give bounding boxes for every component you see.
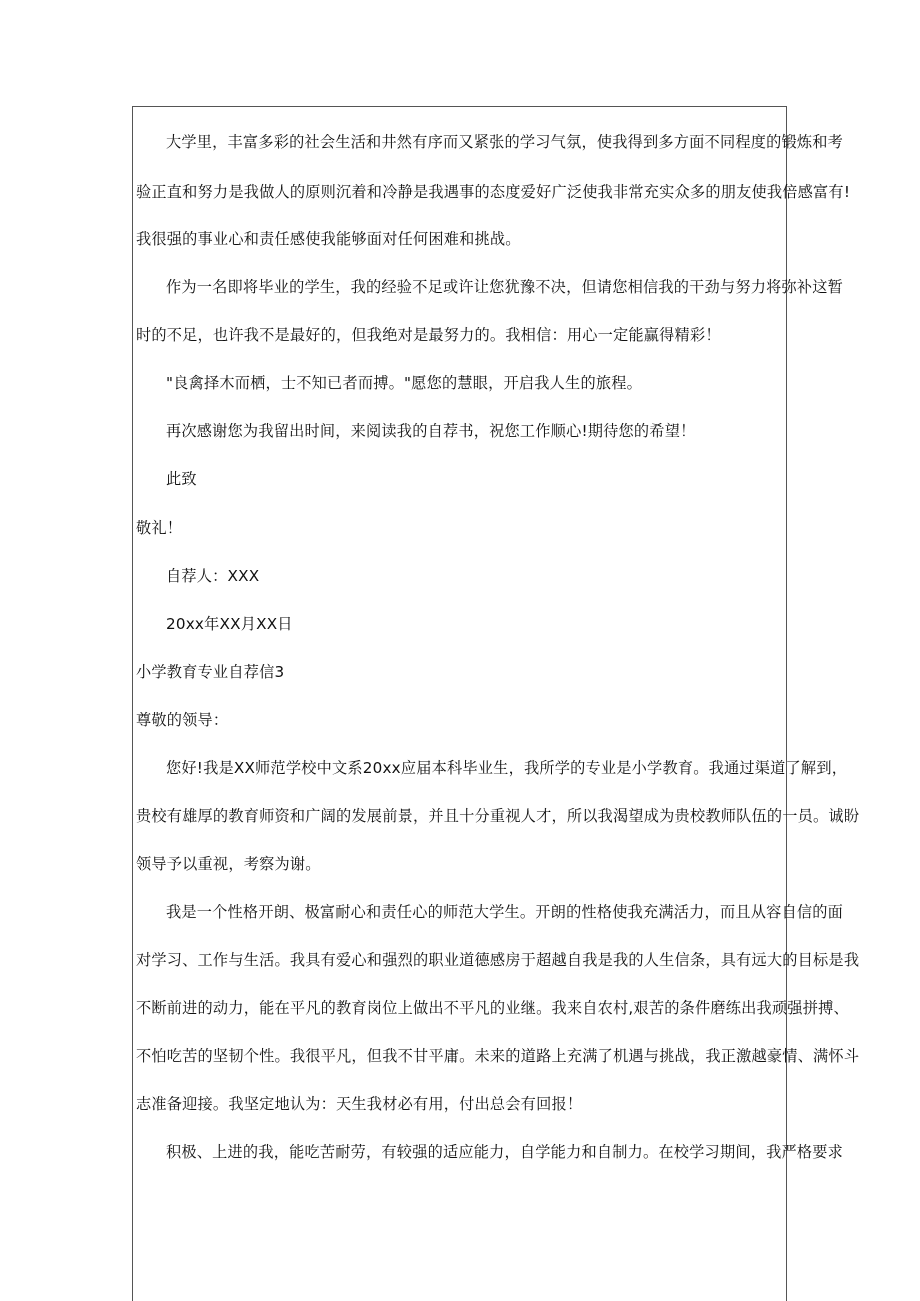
text-line: 不怕吃苦的坚韧个性。我很平凡，但我不甘平庸。未来的道路上充满了机遇与挑战，我正激越豪情、满怀斗 xyxy=(136,1047,860,1065)
text-line: 对学习、工作与生活。我具有爱心和强烈的职业道德感房于超越自我是我的人生信条，具有远大的目标是我 xyxy=(136,951,860,969)
text-line: 时的不足，也许我不是最好的，但我绝对是最努力的。我相信：用心一定能赢得精彩！ xyxy=(136,326,721,344)
text-line: 积极、上进的我，能吃苦耐劳，有较强的适应能力，自学能力和自制力。在校学习期间，我严格要求 xyxy=(166,1143,844,1161)
text-line: 大学里，丰富多彩的社会生活和井然有序而又紧张的学习气氛，使我得到多方面不同程度的锻炼和考 xyxy=(166,133,844,151)
text-line: 您好!我是XX师范学校中文系20xx应届本科毕业生，我所学的专业是小学教育。我通过渠道了解到， xyxy=(166,759,848,777)
text-line: 再次感谢您为我留出时间，来阅读我的自荐书，祝您工作顺心!期待您的希望！ xyxy=(166,422,696,440)
text-line: 自荐人：XXX xyxy=(166,567,260,585)
section-title: 小学教育专业自荐信3 xyxy=(136,663,285,681)
text-line: 不断前进的动力，能在平凡的教育岗位上做出不平凡的业继。我来自农村,艰苦的条件磨练出我顽强拼搏、 xyxy=(136,999,849,1017)
text-line: 此致 xyxy=(166,470,197,488)
text-line: 作为一名即将毕业的学生，我的经验不足或许让您犹豫不决，但请您相信我的干劲与努力将弥补这暂 xyxy=(166,278,844,296)
text-line: 尊敬的领导： xyxy=(136,711,229,729)
text-line: 我很强的事业心和责任感使我能够面对任何困难和挑战。 xyxy=(136,230,521,248)
text-line: 敬礼！ xyxy=(136,519,183,537)
text-line: 20xx年XX月XX日 xyxy=(166,615,293,633)
text-line: "良禽择木而栖，士不知已者而搏。"愿您的慧眼，开启我人生的旅程。 xyxy=(166,374,642,392)
text-line: 贵校有雄厚的教育师资和广阔的发展前景，并且十分重视人才，所以我渴望成为贵校教师队伍的一员。诚盼 xyxy=(136,807,860,825)
text-line: 我是一个性格开朗、极富耐心和责任心的师范大学生。开朗的性格使我充满活力，而且从容自信的面 xyxy=(166,903,844,921)
text-line: 领导予以重视，考察为谢。 xyxy=(136,855,321,873)
text-line: 验正直和努力是我做人的原则沉着和冷静是我遇事的态度爱好广泛使我非常充实众多的朋友使我倍感富有! xyxy=(136,183,851,201)
text-line: 志准备迎接。我坚定地认为：天生我材必有用，付出总会有回报！ xyxy=(136,1095,583,1113)
